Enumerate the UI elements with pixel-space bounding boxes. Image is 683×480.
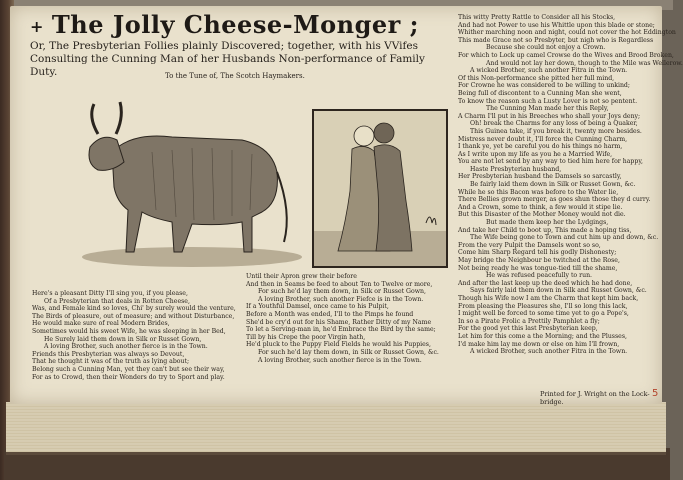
verse-line: This Guinea take, if you break it, twenty more besides. [470, 127, 642, 135]
verse-line: Says fairly laid them down in Silk and Russet Gown, &c. [470, 287, 647, 295]
verse-line: But made them keep her the Lydgings, [486, 219, 609, 227]
verse-line: And would not lay her down, though to the Mile was Wellerow. [486, 59, 683, 67]
verse-line: Of a Presbyterian that deals in Rotten Cheese, [44, 297, 190, 305]
verse-refrain: A wicked Brother, such another Fitra in the Town. [470, 67, 628, 75]
verse-line: And had not Power to use his Whittle upon this blade or stone; [458, 21, 655, 29]
verse-line: Until their Apron grew their before [246, 273, 357, 280]
couple-woodcut-image [314, 111, 446, 266]
tune-line: To the Tune of, The Scotch Haymakers. [165, 72, 305, 80]
subtitle-line: Or, The Presbyterian Follies plainly Discovered; together, with his VVifes [30, 40, 419, 52]
verse-line: Oh! break the Charms for any loss of being a Quaker, [470, 120, 638, 128]
verse-line: He would make sure of real Modern Brides, [32, 320, 170, 328]
ballad-title [30, 10, 450, 39]
verse-line: Haste Presbyterian husband, [470, 165, 562, 173]
verse-line: You are not let send by any way to tied him here for happy, [458, 158, 643, 166]
verse-line: Being full of discontent to a Cunning Man she went, [458, 89, 622, 97]
verse-line: From the very Pulpit the Damsels wont so so, [458, 241, 601, 249]
verse-line: This made Grace not so Presbyter, but nigh who is Regardless [458, 36, 654, 44]
verse-line: From pleasing the Pleasures she, I'll so long this lack, [458, 302, 628, 310]
verse-refrain: A loving Brother, such another fierce is in the Town. [258, 356, 422, 364]
verse-line: And then in Seams be feed to about Ten to Twelve or more, [246, 280, 433, 288]
cross-ornament-icon: + [30, 17, 44, 36]
verse-line: As I write upon my life as you he a Married Wife, [458, 150, 613, 158]
verse-line: And after the last keep up the deed which he had done, [458, 279, 633, 287]
pencil-page-mark: 5 [652, 388, 659, 399]
verse-line: Of this Non-performance she pitted her full mind, [458, 74, 615, 82]
verse-line: She'd be cry'd out for his Shame, Rather Ditty of my Name [246, 318, 432, 326]
verse-line: Was, and Female kind so loves, Chi' by surely would the venture, [32, 305, 236, 313]
verse-line: Belong such a Cunning Man, yet they can't but see their way, [32, 365, 225, 373]
verse-line: The Birds of pleasure, out of measure; and without Disturbance, [32, 312, 235, 320]
printer-imprint: Printed for J. Wright on the Lock-bridge. [540, 390, 650, 406]
verse-line: Sometimes would his sweet Wife, he was sleeping in her Bed, [32, 327, 226, 335]
ballad-right-column [458, 14, 683, 394]
verse-line: Not being ready he was tongue-tied till the shame, [458, 264, 618, 272]
verse-line: For Crowne he was considered to be willing to unkind; [458, 82, 630, 90]
verse-refrain: A loving Brother, such another Fiefce is in the Town. [258, 295, 424, 303]
ballad-bottom-middle-column [246, 273, 456, 401]
verse-line: Let him for this come a the Morning; and the Plusses, [458, 332, 627, 340]
verse-refrain: A loving Brother, such another fierce is in the Town. [44, 343, 208, 351]
title-text: The Jolly Cheese-Monger ; [51, 10, 420, 39]
verse-line: May bridge the Neighbour be twitched at the Rose, [458, 257, 620, 264]
verse-line: And a Crown, some to think, a few would it stipe lie. [458, 203, 623, 211]
verse-line: This witty Pretty Rattle to Consider all his Stocks, [458, 14, 616, 21]
verse-refrain: A wicked Brother, such another Fitra in the Town. [470, 348, 628, 356]
verse-line: Her Presbyterian husband the Damsels so sarcastly, [458, 173, 622, 181]
verse-line: But this Disaster of the Mother Money would not die. [458, 211, 626, 219]
verse-line: Before a Month was ended, I'll to the Pimps he found [246, 310, 414, 318]
verse-line: For which to Lock up camel Crowse do the Wives and Brood Broken, [458, 51, 674, 59]
verse-line: I might well be forced to some time yet to go a Pope's, [458, 310, 629, 318]
verse-line: And take her Child to boot up, This made a hoping tiss, [458, 226, 632, 234]
verse-line: For as to Crowd, then their Wonders do try to Sport and play. [32, 373, 225, 381]
verse-line: To know the reason such a Lusty Lover is not so pentent. [458, 97, 638, 105]
verse-line: He'd pluck to the Puppy Field Fields he would his Puppies, [246, 341, 431, 349]
verse-line: He Surely laid them down in Silk or Russet Gown, [44, 335, 202, 343]
page-stack [6, 402, 666, 455]
ballad-bottom-left-column [32, 290, 242, 400]
verse-line: For such he'd lay them down, in Silk or Russet Gown, &c. [258, 348, 439, 356]
verse-line: Mistress never doubt it, I'll force the Cunning Charm, [458, 135, 628, 143]
verse-line: Because she could not enjoy a Crown. [486, 44, 606, 52]
verse-line: That he thought it was of the truth as lying about; [32, 358, 190, 366]
verse-line: To let a Serving-man in, he'd Embrace the Bird by the same; [246, 326, 436, 334]
verse-line: Though his Wife now I am the Charm that kept him back, [458, 294, 639, 302]
subtitle-line: Consulting the Cunning Man of her Husbands Non-performance of Family Duty. [30, 53, 425, 78]
verse-line: The Cunning Man made her this Reply, [486, 105, 609, 113]
verse-line: If a Youthful Damsel, once came to his Pulpit, [246, 303, 389, 311]
verse-line: Here's a pleasant Ditty I'll sing you, if you please, [32, 290, 188, 297]
verse-line: He was refused peacefully to run. [486, 272, 593, 280]
verse-line: The Wife being gone to Town and cut him up and down, &c. [470, 234, 659, 242]
verse-line: I'd make him lay me down or else on him I'll frown, [458, 340, 620, 348]
verse-line: There Bellies grown merger, as goes shun those they d curry. [458, 196, 651, 204]
verse-line: Whither marching noon and night, could not cover the hot Eddington [458, 29, 676, 37]
verse-line: For such he'd lay them down, in Silk or Russet Gown, [258, 288, 426, 296]
verse-line: Come him Sharp Regard tell his godly Dishonesty; [458, 249, 617, 257]
verse-line: In so a Pirate Frolic a Prettily Pamphlet a fly; [458, 317, 600, 325]
couple-woodcut-frame [312, 109, 448, 268]
verse-line: Friends this Presbyterian was always so Devout, [32, 350, 185, 358]
verse-line: For the good yet this last Presbyterian keep, [458, 325, 598, 333]
verse-line: A Charm I'll put in his Breeches who shall your Joys deny; [458, 112, 641, 120]
verse-line: While he so this Bacon was before to the Water lie, [458, 188, 619, 196]
verse-line: I thank ye, yet be careful you do his things no harm, [458, 143, 623, 151]
verse-line: Till by his Crepe the poor Virgin hath, [246, 333, 366, 341]
ox-woodcut-image [72, 92, 304, 272]
verse-line: Be fairly laid them down in Silk or Russet Gown, &c. [470, 181, 636, 189]
